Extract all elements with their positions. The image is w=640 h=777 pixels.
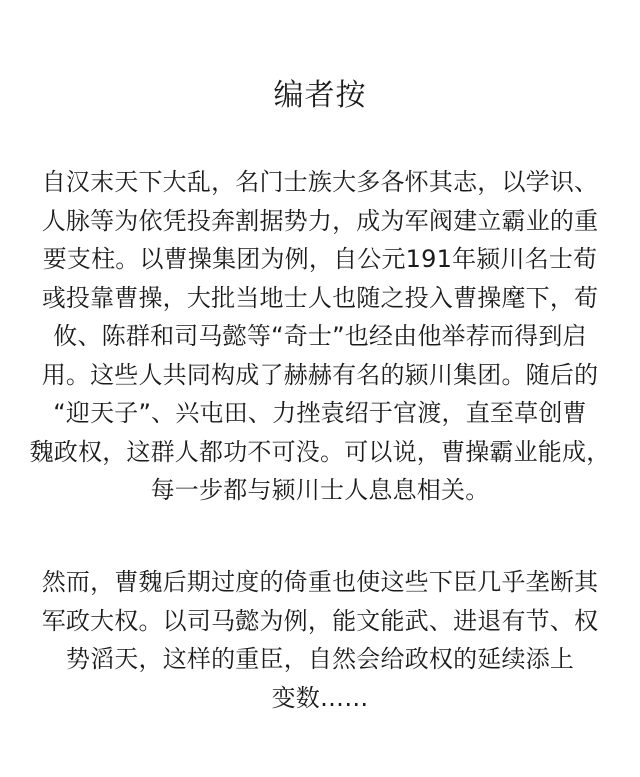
text-line: 势滔天，这样的重臣，自然会给政权的延续添上 bbox=[65, 645, 575, 673]
text-line: 攸、陈群和司马懿等“奇士”也经由他举荐而得到启 bbox=[53, 322, 587, 350]
text-line: 要支柱。以曹操集团为例，自公元191年颍川名士荀 bbox=[42, 245, 598, 273]
text-line: 用。这些人共同构成了赫赫有名的颍川集团。随后的 bbox=[41, 360, 599, 389]
text-line: 彧投靠曹操，大批当地士人也随之投入曹操麾下，荀 bbox=[41, 283, 599, 312]
text-line: “迎天子”、兴屯田、力挫袁绍于官渡，直至草创曹 bbox=[53, 399, 587, 427]
text-line: 然而，曹魏后期过度的倚重也使这些下臣几乎垄断其 bbox=[41, 568, 599, 596]
page-title: 编者按 bbox=[273, 78, 367, 113]
paragraph-1 bbox=[0, 163, 640, 510]
paragraph-2 bbox=[0, 563, 640, 717]
text-line: 军政大权。以司马懿为例，能文能武、进退有节、权 bbox=[41, 606, 599, 635]
text-line: 魏政权，这群人都功不可没。可以说，曹操霸业能成， bbox=[29, 437, 611, 466]
text-line: 每一步都与颍川士人息息相关。 bbox=[150, 476, 490, 504]
text-line: 变数…… bbox=[271, 683, 369, 712]
text-line: 人脉等为依凭投奔割据势力，成为军阀建立霸业的重 bbox=[41, 206, 599, 235]
text-line: 自汉末天下大乱，名门士族大多各怀其志，以学识、 bbox=[41, 168, 599, 196]
